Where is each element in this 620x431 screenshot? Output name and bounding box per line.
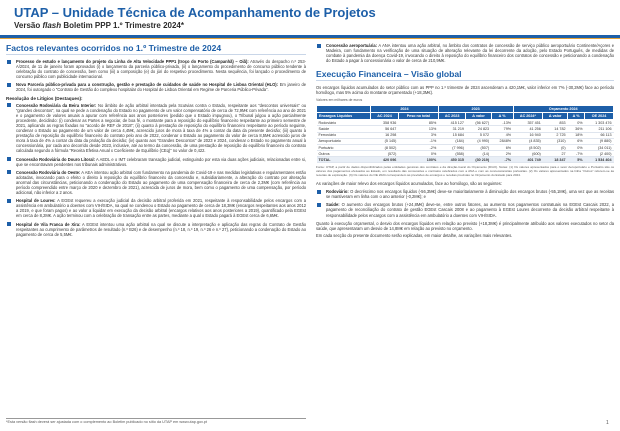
bullet-text: A AEDL e o IMT celebraram transação judicial, extinguindo por esta via duas ações judiciais, relacionadas entre si, que se encontravam pendentes nos tribunais administrativos. xyxy=(16,156,306,167)
bullet-item xyxy=(6,82,306,92)
table-cell: Aeroportuário xyxy=(317,138,371,144)
bullet-text: A EGEst intentou uma ação arbitral na qual se discute a interpretação e aplicação das regras do Contrato de Gestão respeitantes ao cumprimento de parâmetros de resultado (n.º B26) e de desempenho (n.º 18, n.º 19, n.º 26 e n.º 27), peticionando a condenação do Estado ao pagamento de cerca de 5,5M€. xyxy=(16,221,306,237)
bullet-heading: Nova Parceria público-privada para a construção, gestão e prestação de cuidados de saúde no Hospital de Lisboa Oriental (HLO): xyxy=(16,82,279,88)
table-cell: (0) xyxy=(543,144,568,150)
closing-paragraph: Quanto à execução orçamental, o desvio dos encargos líquidos em relação ao previsto (+18,3M€) é principalmente atribuído aos valores executados no setor da saúde, que apresentaram um desvio de 14,8M€ em relação ao previsto no orçamento. xyxy=(316,220,614,231)
table-total-row xyxy=(317,157,614,163)
table-cell: 2% xyxy=(491,151,513,157)
table-cell: 2848% xyxy=(491,138,513,144)
table-cell: 16 298 xyxy=(371,132,399,138)
table-cell: 358 936 xyxy=(371,120,399,126)
page-number: 1 xyxy=(606,420,609,426)
footnote: *Esta versão flash deverá ser ajustada com o complemento ao Boletim publicado no sítio da UTAP em www.utap.gov.pt xyxy=(6,420,207,424)
footer-rule xyxy=(6,418,306,419)
bullet-item xyxy=(6,59,306,79)
table-cell: -1% xyxy=(398,138,438,144)
table-cell: 16 940 xyxy=(513,132,543,138)
bullet-text: Através do despacho n.º 253-A/2024, de 11 de janeiro foram aprovados (i) o lançamento da parceria público-privada, (ii) o lançamento do procedimento de concurso público tendente à celebração do contrato de concessão, bem como (iii) a composição (e) do júri do respetivo procedimento. Nesta sequência, foi lançado o procedimento de concurso público com publicidade internacional. xyxy=(16,59,307,80)
litigios-list xyxy=(6,103,306,237)
bullet-text: A EGEst requereu a execução judicial da decisão arbitral proferida em 2021, respeitante à responsabilidade pelos encargos com a assistência em ambulatório a doentes com VIH/SIDA, na qual se condenou o Estado ao pagamento de cerca de 18,3M€ (encargos respeitantes aos anos 2012 a 2019, e que foram pagos) e ao valor a liquidar em execução da decisão arbitral (encargos relativos aos anos posteriores a 2019), quantificado pela EGEst em cerca de 8,2M€. A ação terminou com a celebração de transação entre as partes, mediante a qual o Estado pagará à EGEst cerca de 6,6M€. xyxy=(16,198,306,219)
table-cell: (9 880) xyxy=(585,138,614,144)
table-group-header: 2024 xyxy=(371,106,439,113)
bullet-heading: Concessão Rodoviária da Beira Interior: xyxy=(16,102,97,108)
facts-list xyxy=(6,59,306,93)
table-cell: TOTAL xyxy=(317,157,371,163)
table-cell: 18 347 xyxy=(543,157,568,163)
table-column-header: AC 2023 xyxy=(438,113,466,120)
table-cell: 6% xyxy=(491,144,513,150)
bullet-heading: Rodoviário: xyxy=(326,189,349,195)
table-cell: (8 502) xyxy=(371,144,399,150)
table-cell: (34 011) xyxy=(585,144,614,150)
page-header xyxy=(0,0,620,40)
table-cell: 401 749 xyxy=(513,157,543,163)
table-cell: (5 145) xyxy=(371,138,399,144)
table-cell: 66 113 xyxy=(585,132,614,138)
header-rule-orange xyxy=(0,38,620,39)
table-cell: 100% xyxy=(398,157,438,163)
page-subtitle: Versão flash Boletim PPP 1.º Trimestre 2024* xyxy=(14,21,184,30)
bullet-square-icon xyxy=(317,203,321,207)
table-cell: (572) xyxy=(371,151,399,157)
financial-intro: Os encargos líquidos acumulados do setor público com as PPP no 1.º trimestre de 2024 ascenderam a 420,1M€, valor inferior em 7% (-30,2M€) face ao período homólogo, mas 5% acima do montante orçamentado (+18,3M€). xyxy=(316,85,614,96)
table-notes: Fonte: UTAP, a partir de dados disponibilizados pelas entidades gestoras dos contratos e da direção-Geral do Orçamento (DGO). Notas: (1) Os valores apresentados para o setor Aeroportuário e Portuário são os valores dos pagamentos efetuados ao Estado, em resultado das concessões e contratos celebrados com a ANA e com as concessionárias portuárias. (2) Os valores apresentados na linha “Outros” referem-se às receitas de exploração. (3) Os valores do OE 2024 correspondem às previsões de encargos e receitas previstas no Orçamento do Estado para 2024. xyxy=(316,165,614,178)
table-cell: (558) xyxy=(438,151,466,157)
table-cell: (600) xyxy=(513,151,543,157)
bullet-square-icon xyxy=(7,170,11,174)
table-cell: (4 835) xyxy=(513,138,543,144)
bullet-item xyxy=(6,103,306,154)
table-cell: (184) xyxy=(438,138,466,144)
bullet-text: No âmbito de ação arbitral intentada pela Scutvias contra o Estado, respeitante aos “descontos universais” ou “grandes descontos”, na qual se pede a condenação do Estado no pagamento de um valor compensatório de cerca de 72,9M€ com referência ao ano de 2021 e o pagamento de valores anuais a apurar com referência aos anos posteriores (pedido que o Estado impugnou), o Tribunal julgou a ação parcialmente procedente, decidindo: (i) condenar as Partes a negociar, de boa fé, o montante para a reposição do equilíbrio financeiro respeitante ao primeiro semestre de 2021, aplicando as regras fixadas no “acordo de REF de 2018”; (ii) quanto à prestação de reposição do equilíbrio financeiro respeitante ao período seguinte, condenar o Estado ao pagamento de um valor de cerca 4,4M€, acrescido juros de mora à taxa de 4% a contar da data da presente decisão; (iii) quanto à prestação de reposição do equilíbrio financeiro do contrato pelo ano de 2022, condenar o Estado ao pagamento do valor de cerca 8,5M€ acrescido juros de mora à taxa de 4% a contar da data da prolação da decisão; (iv) quanto aos “Grandes Descontos” de 2023 e 2024, condenar o Estado no pagamento anual à concessionária, por cada ano decorrido desde 2023, inclusive, até ao termo da concessão, de uma prestação de reposição do equilíbrio financeiro do contrato calculada segundo a fórmula “Receita Efetiva Anual x Coeficiente de Equilíbrio (CEq)” no valor de 0,422. xyxy=(16,102,306,154)
bullet-square-icon xyxy=(317,190,321,194)
table-cell: -7% xyxy=(568,151,585,157)
table-cell: (507) xyxy=(466,144,491,150)
bullet-heading: Hospital de Loures: xyxy=(16,198,56,204)
bullet-item xyxy=(316,43,614,63)
bullet-item xyxy=(6,222,306,237)
bullet-text: O aumento dos encargos brutos (+24,8M€) deve-se, entre outros fatores, ao aumento nos pagamentos contratuais na EGEst Cascais 2022, a pagamento de reconciliação do contrato de gestão EGEst Cascais 2008 e ao pagamento à EGEst Loures decorrente da decisão arbitral respeitante à responsabilidade pelos encargos com a assistência em ambulatório a doentes com VIH/SIDA. xyxy=(326,202,614,218)
table-cell: 85% xyxy=(398,120,438,126)
variations-list xyxy=(316,189,614,217)
bullet-item xyxy=(316,202,614,217)
bullet-square-icon xyxy=(317,44,321,48)
bullet-item xyxy=(316,189,614,199)
bullet-square-icon xyxy=(7,222,11,226)
table-cell: 79% xyxy=(491,126,513,132)
bullet-item xyxy=(6,157,306,167)
bullet-text: Em janeiro de 2024, foi outorgado o “Contrato de Gestão do complexo hospitalar do Hospital de Lisboa Oriental em Regime de Parceria Público-Privada”. xyxy=(16,82,306,93)
table-column-header: OE 2024 xyxy=(585,113,614,120)
table-cell: (30 219) xyxy=(466,157,491,163)
bullet-heading: Concessão Rodoviária do Douro Litoral: xyxy=(16,156,95,162)
table-cell: 2 725 xyxy=(543,132,568,138)
bullet-text: O decréscimo nos encargos líquidos (-56,3M€) deve-se maioritariamente à diminuição dos encargos brutos (-55,1M€), uma vez que as receitas se mantiveram em linha com o ano anterior (-0,2M€); e xyxy=(326,189,614,200)
table-cell: Saúde xyxy=(317,126,371,132)
table-cell: 24 823 xyxy=(466,126,491,132)
bullet-square-icon xyxy=(7,83,11,87)
bullet-heading: Saúde: xyxy=(326,202,340,208)
table-cell: 3% xyxy=(398,132,438,138)
page-title: UTAP – Unidade Técnica de Acompanhamento de Projetos xyxy=(14,5,376,20)
table-column-header: Peso no total xyxy=(398,113,438,120)
table-cell: 31 219 xyxy=(438,126,466,132)
bullet-heading: Processo de estudo e lançamento do projeto da Linha de Alta Velocidade PPP1 (troço do Porto (Campanhã) – Oiã): xyxy=(16,59,249,64)
bullet-square-icon xyxy=(7,103,11,107)
table-cell: 27 xyxy=(543,151,568,157)
table-column-header: Δ valor xyxy=(543,113,568,120)
table-cell: (310) xyxy=(543,138,568,144)
table-group-header: 2023 xyxy=(438,106,513,113)
bullet-square-icon xyxy=(7,60,11,64)
left-column xyxy=(6,43,306,240)
table-cell: 6% xyxy=(568,138,585,144)
facts-list-continued xyxy=(316,43,614,63)
bullet-text: A ANA intentou uma ação arbitral, no âmbito dos contratos de concessão de serviço público aeroportuário Continente/Açores e Madeira, com fundamento na verificação de uma situação de alteração relevante da lei decorrente da adoção, pelo Estado Português, de medidas de combate à pandemia da doença Covid-19, invocando o direito à reposição do equilíbrio financeiro dos contratos de concessão e peticionando a condenação do Estado a pagar à concessionária o valor de cerca de 210,9M€. xyxy=(326,43,615,64)
table-cell: 15 684 xyxy=(438,132,466,138)
section-title-financial: Execução Financeira – Visão global xyxy=(316,69,614,81)
bullet-square-icon xyxy=(7,199,11,203)
table-column-header: Δ % xyxy=(491,113,513,120)
table-column-header: Δ valor xyxy=(466,113,491,120)
table-cell: (2 400) xyxy=(585,151,614,157)
table-cell: Ferroviário xyxy=(317,132,371,138)
table-cell: 0% xyxy=(568,144,585,150)
bullet-text: A AEA intentou ação arbitral com fundamento na pandemia de Covid-19 e nas medidas legislativas e regulamentares então adotadas, invocando para o efeito o direito à reposição do equilíbrio financeiro da concessão e, subsidiariamente, a alteração do contrato por alteração anormal das circunstâncias, peticionando a condenação do Estado ao pagamento de uma compensação financeira de cerca de 2,3M€ (com referência ao período compreendido entre março de 2020 e dezembro de 2021), acrescida de juros de mora, bem como o pagamento de uma compensação, por período adicional, não inferior a 2 anos. xyxy=(16,169,306,196)
table-cell: (8 502) xyxy=(513,144,543,150)
table-cell: 41 256 xyxy=(513,126,543,132)
table-cell: 4% xyxy=(491,132,513,138)
bullet-heading: Concessão aeroportuária: xyxy=(326,43,378,48)
table-cell: Rodoviário xyxy=(317,120,371,126)
table-cell: 420 096 xyxy=(371,157,399,163)
table-cell: 0% xyxy=(568,120,585,126)
table-column-header: AC 2024* xyxy=(513,113,543,120)
section-title-facts: Factos relevantes ocorridos no 1.º Trimestre de 2024 xyxy=(6,43,306,55)
table-cell: 18% xyxy=(568,132,585,138)
table-cell: 357 451 xyxy=(513,120,543,126)
table-cell: 56 647 xyxy=(371,126,399,132)
table-cell: -13% xyxy=(491,120,513,126)
table-cell: 0% xyxy=(398,151,438,157)
bullet-item xyxy=(6,198,306,218)
bullet-heading: Concessão Rodoviária do Oeste: xyxy=(16,169,81,175)
table-column-header: AC 2024 xyxy=(371,113,399,120)
variations-intro: As variações de maior relevo dos encargos líquidos acumulados, face ao homólogo, são as seguintes: xyxy=(316,181,502,187)
table-cell: 5% xyxy=(568,157,585,163)
table-cell: 1 534 404 xyxy=(585,157,614,163)
table-cell: Outros xyxy=(317,151,371,157)
table-cell: 1 303 476 xyxy=(585,120,614,126)
table-cell: 853 xyxy=(543,120,568,126)
closing-paragraph-2: Em cada secção do presente documento serão explicadas, em maior detalhe, as variações mais relevantes. xyxy=(316,233,513,239)
table-cell: (7 996) xyxy=(438,144,466,150)
table-cell: (4 990) xyxy=(466,138,491,144)
table-cell: 450 315 xyxy=(438,157,466,163)
table-cell: 14 782 xyxy=(543,126,568,132)
table-caption: Valores em milhares de euros xyxy=(316,98,363,103)
table-cell: -2% xyxy=(398,144,438,150)
table-cell: 415 127 xyxy=(438,120,466,126)
table-group-header xyxy=(317,106,371,113)
litigios-title: Resolução de Litígios (Destaques): xyxy=(6,95,83,101)
bullet-square-icon xyxy=(7,157,11,161)
table-cell: 36% xyxy=(568,126,585,132)
table-column-header: Encargos Líquidos xyxy=(317,113,371,120)
table-cell: 13% xyxy=(398,126,438,132)
table-cell: 211 106 xyxy=(585,126,614,132)
table-group-header: Orçamento 2024 xyxy=(513,106,613,113)
table-cell: -7% xyxy=(491,157,513,163)
table-cell: (56 627) xyxy=(466,120,491,126)
bullet-heading: Hospital de Vila Franca de Xira: xyxy=(16,221,81,227)
table-column-header: Δ % xyxy=(568,113,585,120)
bullet-item xyxy=(6,170,306,195)
right-column xyxy=(316,43,614,241)
table-cell: 5 072 xyxy=(466,132,491,138)
table-cell: Portuário xyxy=(317,144,371,150)
financial-table xyxy=(316,105,614,163)
table-cell: (14) xyxy=(466,151,491,157)
